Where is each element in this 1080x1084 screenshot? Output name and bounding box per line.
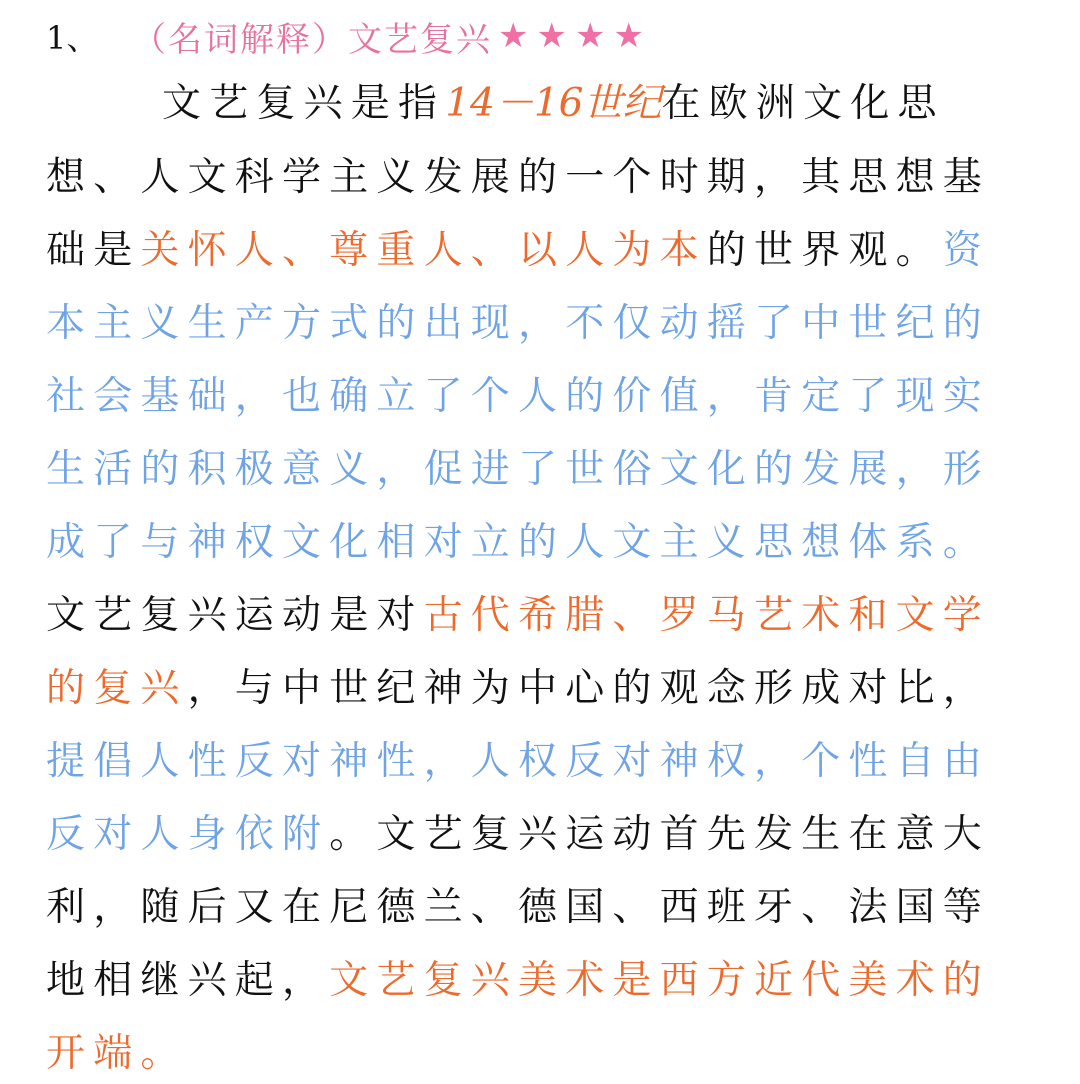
highlighted-text: 的复兴 xyxy=(46,666,188,711)
text-line xyxy=(46,732,991,792)
highlighted-text: 14－16世纪 xyxy=(445,81,662,126)
text-line xyxy=(46,367,991,427)
question-title: （名词解释）文艺复兴 xyxy=(132,19,492,60)
text-line xyxy=(46,221,991,281)
text-line xyxy=(46,1024,986,1084)
highlighted-text: 关怀人、尊重人、以人为本 xyxy=(140,228,707,273)
highlighted-text: 提倡人性反对神性，人权反对神权，个性自由 xyxy=(46,739,991,784)
text-line xyxy=(46,513,991,573)
text-segment: 的世界观。 xyxy=(706,228,943,273)
highlighted-text: 开端。 xyxy=(46,1031,188,1076)
highlighted-text: 成了与神权文化相对立的人文主义思想体系。 xyxy=(46,520,991,565)
highlighted-text: 文艺复兴美术是西方近代美术的 xyxy=(329,958,991,1003)
highlighted-text: 本主义生产方式的出现，不仅动摇了中世纪的 xyxy=(46,301,991,346)
text-line xyxy=(46,878,991,938)
text-line xyxy=(46,148,991,208)
text-line xyxy=(46,805,991,865)
text-line xyxy=(46,659,991,719)
highlighted-text: 资 xyxy=(942,228,991,273)
question-heading xyxy=(46,10,652,62)
text-segment: 利，随后又在尼德兰、德国、西班牙、法国等 xyxy=(46,885,991,930)
text-segment: 。文艺复兴运动首先发生在意大 xyxy=(329,812,991,857)
text-line xyxy=(46,440,991,500)
text-segment: 文艺复兴运动是对 xyxy=(46,593,424,638)
text-segment: 文艺复兴是指 xyxy=(162,81,446,126)
text-line xyxy=(46,294,991,354)
highlighted-text: 社会基础，也确立了个人的价值，肯定了现实 xyxy=(46,374,991,419)
highlighted-text: 生活的积极意义，促进了世俗文化的发展，形 xyxy=(46,447,991,492)
text-line xyxy=(162,74,962,134)
text-line xyxy=(46,951,991,1011)
text-segment: 在欧洲文化思 xyxy=(661,81,945,126)
text-line xyxy=(46,586,991,646)
importance-stars-icon: ★★★★ xyxy=(498,16,652,56)
text-segment: 础是 xyxy=(46,228,141,273)
text-segment: ，与中世纪神为中心的观念形成对比， xyxy=(187,666,991,711)
question-number: 1、 xyxy=(46,19,99,57)
text-segment: 想、人文科学主义发展的一个时期，其思想基 xyxy=(46,155,991,200)
highlighted-text: 古代希腊、罗马艺术和文学 xyxy=(423,593,991,638)
highlighted-text: 反对人身依附 xyxy=(46,812,330,857)
text-segment: 地相继兴起， xyxy=(46,958,330,1003)
